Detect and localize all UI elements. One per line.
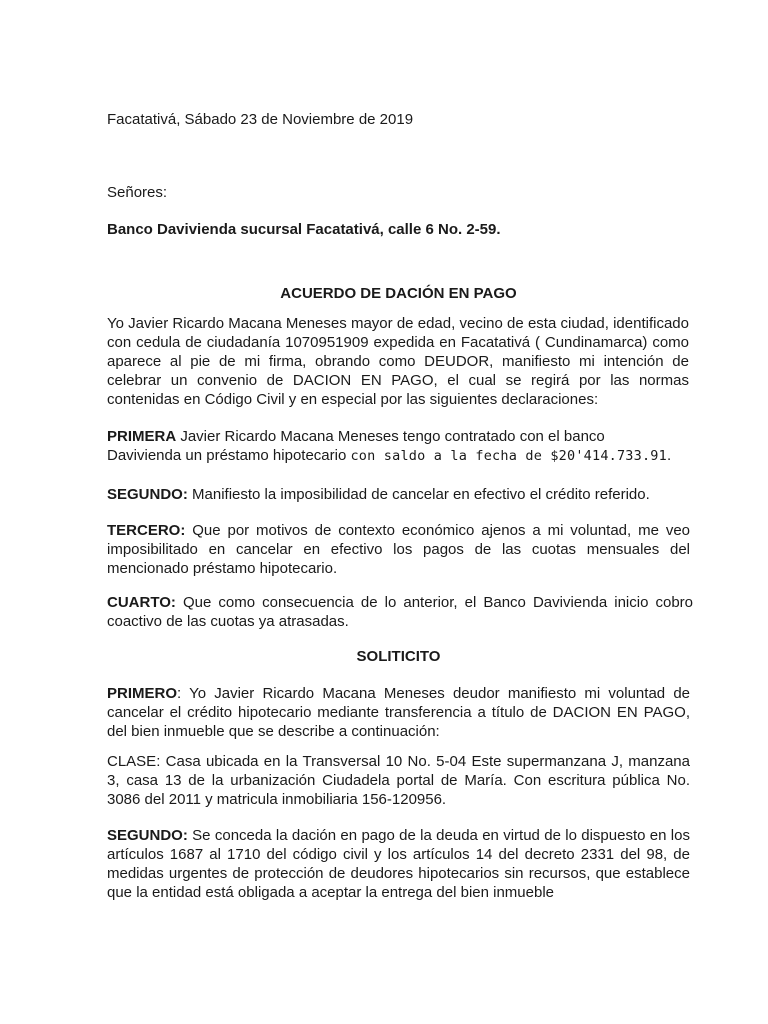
clause-segundo-text: Manifiesto la imposibilidad de cancelar en efectivo el crédito referido.: [187, 486, 650, 503]
clause-cuarto-label: CUARTO:: [107, 594, 176, 611]
clause-primera-line2: [107, 447, 671, 464]
recipient: [107, 220, 690, 239]
clause-primera-text-line1: Javier Ricardo Macana Meneses tengo contratado con el banco: [176, 428, 605, 445]
recipient-text: Banco Davivienda sucursal Facatativá, calle 6 No. 2-59.: [107, 221, 501, 238]
salutation: Señores:: [107, 184, 168, 201]
request-primero-text: : Yo Javier Ricardo Macana Meneses deudor manifiesto mi voluntad de cancelar el crédito hipotecario mediante transferencia a título de DACION EN PAGO, del bien inmueble que se describe a continuación:: [107, 685, 690, 740]
clause-tercero: [107, 521, 690, 578]
request-segundo-text: Se conceda la dación en pago de la deuda en virtud de lo dispuesto en los artículos 1687 al 1710 del código civil y los artículos 14 del decreto 2331 del 98, de medidas urgentes de protección de deudores hipotecarios sin recursos, que establece que la entidad está obligada a aceptar la entrega del bien inmueble: [107, 827, 690, 901]
clause-cuarto-text: Que como consecuencia de lo anterior, el Banco Davivienda inicio cobro coactivo de las cuotas ya atrasadas.: [107, 594, 693, 630]
request-primero-label: PRIMERO: [107, 685, 178, 702]
clause-tercero-label: TERCERO:: [107, 522, 186, 539]
clause-primera-balance: con saldo a la fecha de $20'414.733.91: [350, 448, 667, 464]
property-description: CLASE: Casa ubicada en la Transversal 10 No. 5-04 Este supermanzana J, manzana 3, casa 13 de la urbanización Ciudadela portal de María. Con escritura pública No. 3086 del 2011 y matricula inmobiliaria 156-120956.: [107, 753, 690, 808]
date-line: Facatativá, Sábado 23 de Noviembre de 2019: [107, 111, 414, 128]
request-segundo: [107, 826, 690, 902]
clause-segundo: [107, 485, 690, 504]
clause-segundo-label: SEGUNDO:: [107, 486, 188, 503]
clause-primera-line1: [107, 428, 605, 445]
clause-tercero-text: Que por motivos de contexto económico ajenos a mi voluntad, me veo imposibilitado en cancelar en efectivo los pagos de las cuotas mensuales del mencionado préstamo hipotecario.: [107, 522, 690, 577]
clause-primera-text-line2: Davivienda un préstamo hipotecario: [107, 447, 351, 464]
request-segundo-label: SEGUNDO:: [107, 827, 188, 844]
clause-primera-label: PRIMERA: [107, 428, 177, 445]
clause-cuarto: [107, 593, 693, 631]
clause-primera-end: .: [666, 447, 672, 464]
document-title: ACUERDO DE DACIÓN EN PAGO: [280, 285, 517, 302]
section-title-solicito: SOLITICITO: [356, 648, 441, 665]
intro-paragraph: Yo Javier Ricardo Macana Meneses mayor de edad, vecino de esta ciudad, identificado con cedula de ciudadanía 1070951909 expedida en Facatativá ( Cundinamarca) como aparece al pie de mi firma, obrando como DEUDOR, manifiesto mi intención de celebrar un convenio de DACION EN PAGO, el cual se regirá por las normas contenidas en Código Civil y en especial por las siguientes declaraciones:: [107, 315, 689, 408]
clause-primera: [107, 427, 697, 466]
request-primero: [107, 684, 690, 741]
